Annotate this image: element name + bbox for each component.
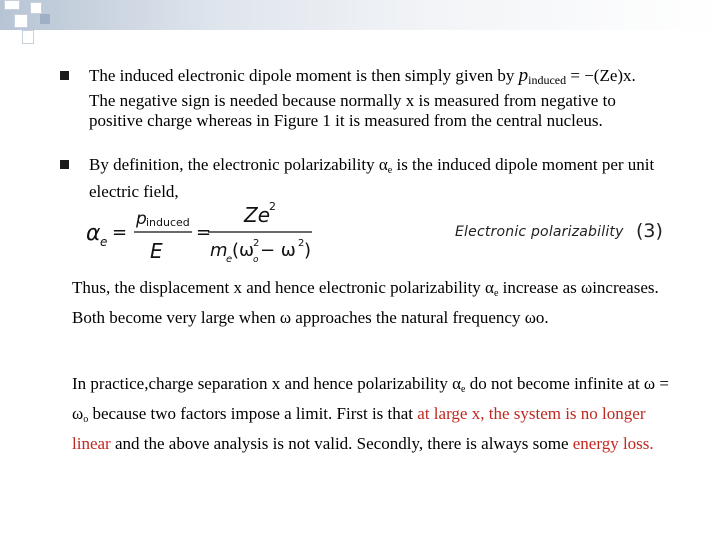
paragraph-displacement: Thus, the displacement x and hence electronic polarizability $\alpha_e$ increase as ωincreases. Both become very large when ω approaches the natural frequency ωo.	[72, 278, 659, 327]
svg-text:2: 2	[298, 238, 305, 249]
highlight-nonlinear: at large x, the system is no longer linear	[72, 404, 646, 453]
bullet-square-icon	[60, 71, 69, 80]
svg-text:e: e	[226, 254, 233, 265]
bullet-text: By definition, the electronic polarizability $\alpha_e$ is the induced dipole moment per unit electric field,	[89, 155, 655, 201]
equation-label: Electronic polarizability	[455, 224, 624, 240]
polarizability-equation	[84, 196, 324, 266]
svg-text:m: m	[210, 240, 228, 261]
paragraph-practice: In practice,charge separation x and hence polarizability $\alpha_e$ do not become infinite at $\omega = \omega_o$ because two factors impose a limit. First is that at large x, the system is no longer linear and the above analysis is not valid. Secondly, there is always some energy loss.	[72, 374, 669, 453]
svg-text:− ω: − ω	[260, 240, 296, 261]
bullet-text: The induced electronic dipole moment is then simply given by $p_{induced} = -(Ze)x$. The negative sign is needed because normally x is measured from negative to positive charge whereas in Figure 1 it is measured from the central nucleus.	[89, 65, 636, 130]
svg-text:α: α	[86, 221, 101, 246]
svg-text:): )	[304, 240, 312, 261]
svg-text:2: 2	[269, 200, 276, 213]
svg-text:=: =	[112, 222, 128, 243]
svg-text:2: 2	[253, 238, 260, 249]
svg-text:=: =	[196, 222, 212, 243]
svg-text:E: E	[150, 239, 163, 263]
svg-text:e: e	[100, 235, 108, 249]
svg-text:p: p	[136, 209, 147, 229]
highlight-energy-loss: energy loss.	[572, 434, 654, 453]
svg-text:(ω: (ω	[232, 240, 255, 261]
svg-text:induced: induced	[146, 216, 190, 229]
svg-text:Ze: Ze	[244, 203, 271, 227]
svg-text:o: o	[253, 255, 259, 265]
equation-number: (3)	[636, 220, 663, 242]
bullet-square-icon	[60, 160, 69, 169]
